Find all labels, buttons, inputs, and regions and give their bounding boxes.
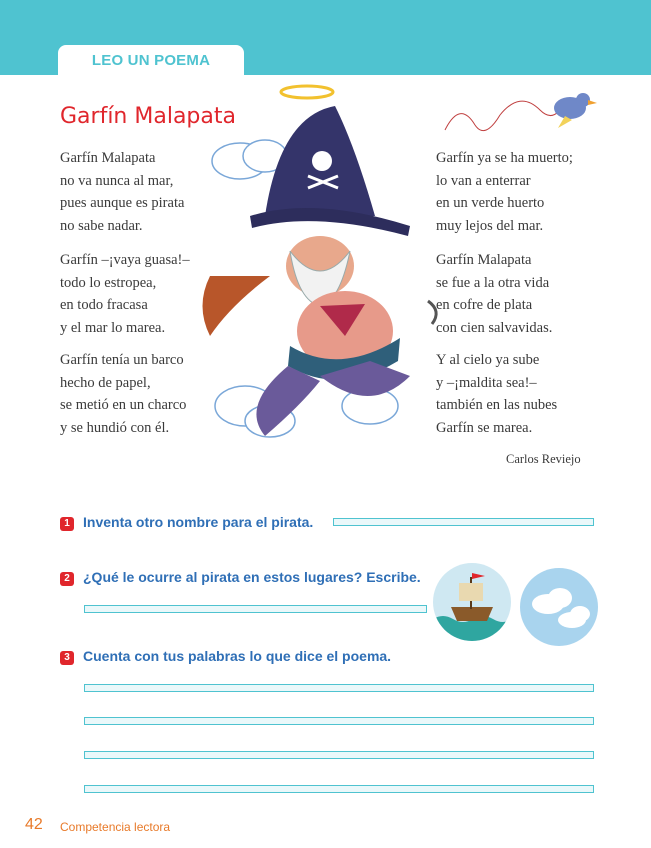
poem-line: Garfín se marea. bbox=[436, 419, 533, 436]
poem-line: en todo fracasa bbox=[60, 297, 148, 313]
question-number-badge: 1 bbox=[60, 517, 74, 531]
answer-line-q1[interactable] bbox=[333, 518, 594, 526]
poem-line: en cofre de plata bbox=[436, 297, 533, 313]
poem-line: también en las nubes bbox=[436, 397, 558, 413]
stanza-right-3 bbox=[436, 349, 557, 439]
section-tab-label: LEO UN POEMA bbox=[91, 52, 211, 69]
question-3-text: Cuenta con tus palabras lo que dice el poema. bbox=[83, 648, 392, 664]
poem-line: pues aunque es pirata bbox=[60, 195, 185, 211]
section-tab bbox=[58, 45, 244, 77]
answer-line-q3-3[interactable] bbox=[84, 751, 594, 759]
pirate-illustration bbox=[170, 76, 440, 476]
poem-author: Carlos Reviejo bbox=[506, 452, 581, 466]
stanza-right-1 bbox=[436, 147, 573, 237]
question-1 bbox=[60, 514, 313, 531]
answer-line-q3-2[interactable] bbox=[84, 717, 594, 725]
footer-section-label: Competencia lectora bbox=[60, 820, 171, 834]
poem-line: Garfín tenía un barco bbox=[60, 352, 184, 368]
stanza-right-2 bbox=[436, 249, 552, 339]
question-number-badge: 2 bbox=[60, 572, 74, 586]
poem-line: hecho de papel, bbox=[60, 374, 151, 391]
poem-line: lo van a enterrar bbox=[436, 172, 531, 189]
poem-title: Garfín Malapata bbox=[60, 104, 236, 129]
poem-line: con cien salvavidas. bbox=[436, 319, 553, 336]
page-number: 42 bbox=[25, 816, 43, 833]
ship-at-sea-image bbox=[433, 563, 511, 641]
poem-line: muy lejos del mar. bbox=[436, 217, 544, 234]
poem-line: Garfín ya se ha muerto; bbox=[436, 150, 573, 166]
bird-illustration bbox=[440, 80, 600, 150]
poem-line: y se hundió con él. bbox=[60, 419, 170, 436]
poem-line: Garfín –¡vaya guasa!– bbox=[60, 252, 190, 268]
question-number-badge: 3 bbox=[60, 651, 74, 665]
poem-line: Y al cielo ya sube bbox=[436, 352, 540, 368]
question-1-text: Inventa otro nombre para el pirata. bbox=[83, 514, 314, 530]
poem-line: todo lo estropea, bbox=[60, 274, 157, 291]
answer-line-q3-1[interactable] bbox=[84, 684, 594, 692]
poem-line: y el mar lo marea. bbox=[60, 319, 166, 336]
stanza-left-1 bbox=[60, 147, 184, 237]
poem-line: no sabe nadar. bbox=[60, 217, 143, 234]
stanza-left-3 bbox=[60, 349, 186, 439]
question-2-text: ¿Qué le ocurre al pirata en estos lugares? Escribe. bbox=[83, 569, 421, 585]
poem-line: Garfín Malapata bbox=[60, 150, 156, 166]
poem-line: no va nunca al mar, bbox=[60, 172, 174, 189]
poem-line: en un verde huerto bbox=[436, 195, 545, 211]
poem-line: se fue a la otra vida bbox=[436, 274, 550, 291]
question-2 bbox=[60, 569, 421, 586]
answer-line-q3-4[interactable] bbox=[84, 785, 594, 793]
clouds-in-sky-image bbox=[520, 568, 598, 646]
stanza-left-2 bbox=[60, 249, 190, 339]
answer-line-q2[interactable] bbox=[84, 605, 427, 613]
poem-line: y –¡maldita sea!– bbox=[436, 374, 537, 391]
question-3 bbox=[60, 648, 391, 665]
poem-line: Garfín Malapata bbox=[436, 252, 532, 268]
poem-line: se metió en un charco bbox=[60, 397, 187, 413]
